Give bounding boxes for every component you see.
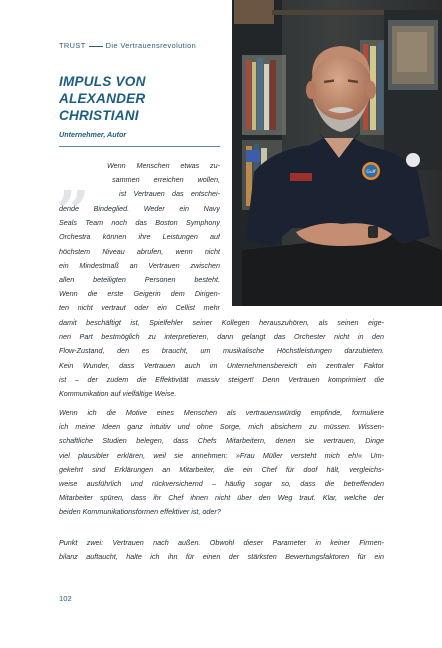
title-line: ALEXANDER (59, 91, 146, 107)
text-line: Wenn ich die Motive eines Menschen als vertrauenswürdig empfinde, formuliere (59, 408, 384, 417)
text-line: Wenn Menschen etwas zu- (107, 161, 220, 170)
title-line: IMPULS VON (59, 74, 146, 89)
paragraph-3 (59, 536, 384, 564)
text-line: Wenn die erste Geigerin dem Dirigen- (59, 289, 220, 299)
title-line: CHRISTIANI (59, 108, 139, 124)
text-line: beiden Kommunikationsformen effektiver ist, oder? (59, 507, 221, 517)
text-line: höchstem Niveau abrufen, wenn nicht (59, 246, 220, 256)
page-number: 102 (59, 594, 72, 603)
article-title (59, 73, 229, 125)
text-line: Flow-Zustand, den es braucht, um musikalische Höchstleistungen darzubieten. (59, 346, 384, 356)
text-line: sammen erreichen wollen, (112, 175, 220, 185)
text-line: bilanz auftaucht, halte ich ihn für einen der stärksten Bewertungsfaktoren für ein (59, 552, 384, 562)
header-rule (89, 46, 103, 47)
text-line: weise ausführlich und rückversichernd – häufig sogar so, dass die betreffenden (59, 478, 384, 488)
text-line: ten nicht vertraut oder ein Cellist mehr (59, 303, 220, 313)
shirt-logo-text: Gulf (366, 170, 376, 175)
text-line: allen beteiligten Personen besteht. (59, 274, 220, 284)
text-line: Orchestra können ihre Leistungen auf (59, 232, 220, 242)
text-line: Mitarbeiter spüren, dass ihr Chef ihnen nicht über den Weg traut. Klar, welche der (59, 493, 384, 503)
text-line: ist – der zudem die Effektivität massiv steigert! Denn Vertrauen komprimiert die (59, 374, 384, 384)
header-chapter: Die Vertrauensrevolution (105, 41, 197, 50)
portrait-illustration (232, 0, 442, 306)
text-line: damit beschäftigt ist, Spielfehler seiner Kollegen herauszuhören, als seinen eige- (59, 318, 384, 327)
text-line: schaftliche Studien belegen, dass Chefs Mitarbeitern, denen sie vertrauen, Dinge (59, 436, 384, 446)
running-header (59, 41, 196, 50)
paragraph-2 (59, 406, 384, 520)
text-line: ich meine Ideen ganz intuitiv und ohne Sorge, mich absichern zu müssen. Wissen- (59, 422, 384, 432)
text-line: ist Vertrauen das entschei- (119, 189, 220, 199)
text-line: dende Bindeglied. Weder ein Navy (59, 204, 220, 213)
text-line: ein Mindestmaß an Vertrauen zwischen (59, 260, 220, 270)
text-line: gekehrt sind Erklärungen an Mitarbeiter, die ein Chef für doof hält, vergleichs- (59, 464, 384, 474)
author-role: Unternehmer, Autor (59, 130, 127, 139)
narrow-column (59, 202, 220, 316)
intro-column (107, 159, 220, 202)
header-section: TRUST (59, 41, 86, 50)
paragraph-1 (59, 316, 384, 401)
text-line: Seals Team noch das Boston Symphony (59, 218, 220, 228)
quote-mark-icon: „ (57, 145, 91, 213)
text-line: viel plausibler erklären, weil sie annehmen: »Frau Müller versteht mich eh!« Um- (59, 450, 384, 460)
author-photo (232, 0, 442, 306)
text-line: Punkt zwei: Vertrauen nach außen. Obwohl dieser Parameter in keiner Firmen- (59, 538, 384, 547)
text-line: nen Part bestmöglich zu interpretieren, dann gelangt das Orchester nicht in den (59, 332, 384, 342)
text-line: Kommunikation auf vielfältige Weise. (59, 388, 177, 398)
text-line: Kein Wunder, dass Vertrauen auch im Unternehmensbereich ein zentraler Faktor (59, 360, 384, 370)
